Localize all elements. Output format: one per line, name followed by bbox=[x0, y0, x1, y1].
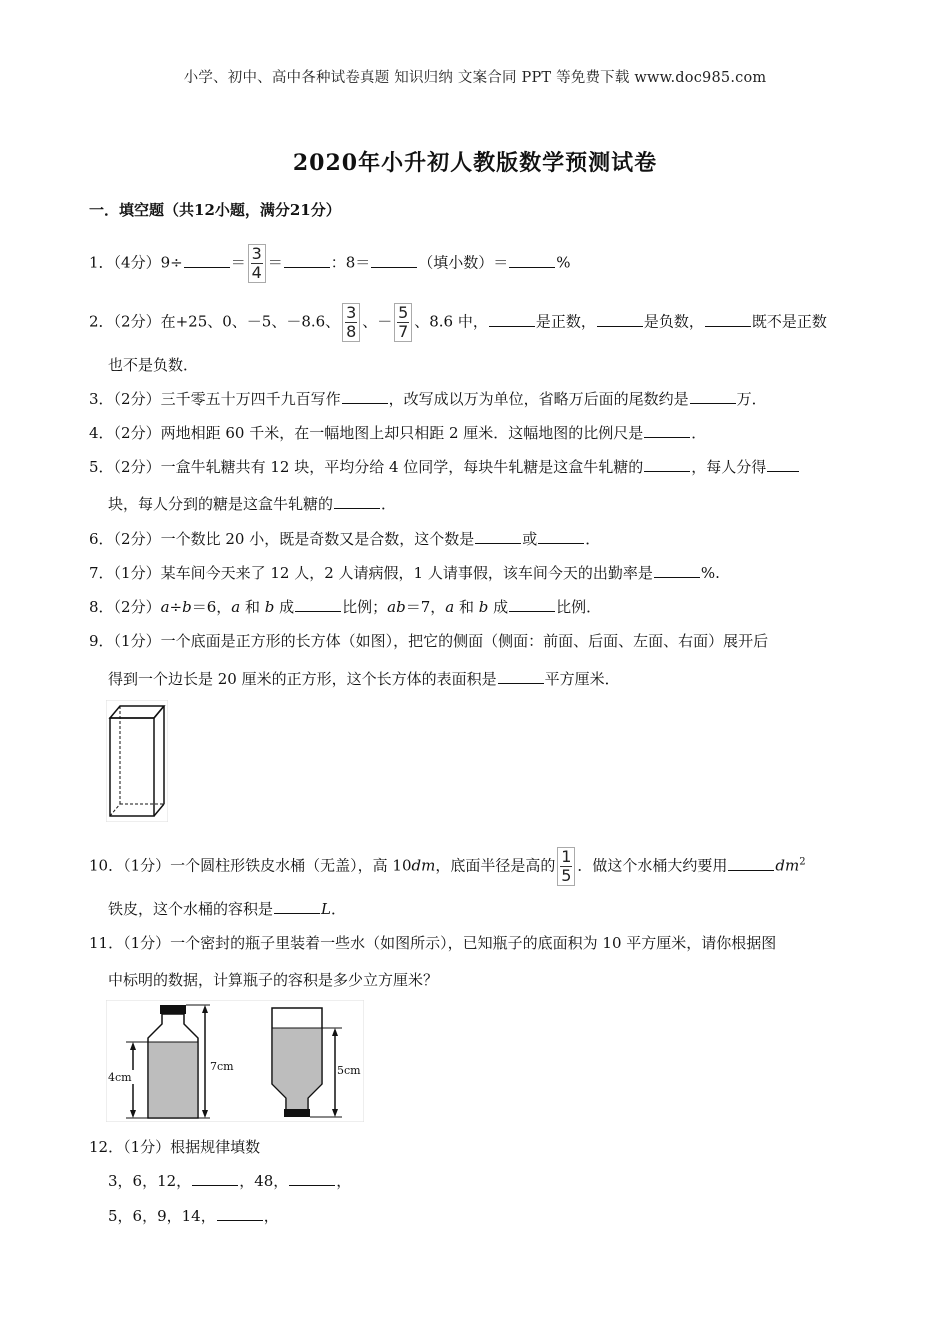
q1-text: 1．（4分）9÷ bbox=[89, 253, 183, 272]
q12-text: ，48， bbox=[239, 1172, 289, 1190]
variable: a bbox=[231, 598, 241, 616]
bottle-cap-icon bbox=[284, 1109, 310, 1117]
page-header: 小学、初中、高中各种试卷真题 知识归纳 文案合同 PPT 等免费下载 www.doc985.com bbox=[183, 70, 767, 86]
q10-text: 10．（1分）一个圆柱形铁皮水桶（无盖），高 10 bbox=[89, 856, 412, 875]
q2-text: 、－ bbox=[362, 312, 393, 331]
answer-blank[interactable] bbox=[644, 423, 690, 438]
q1-text: （填小数）＝ bbox=[418, 253, 509, 272]
q1-text: ＝ bbox=[267, 253, 283, 272]
variable: a bbox=[445, 598, 455, 616]
q7-text: 7．（1分）某车间今天来了 12 人，2 人请病假，1 人请事假，该车间今天的出勤率是 bbox=[89, 564, 653, 582]
question-5-cont bbox=[108, 493, 396, 515]
q8-text: 和 bbox=[454, 598, 479, 616]
q1-text: % bbox=[556, 253, 571, 272]
q10-text: ．做这个水桶大约要用 bbox=[577, 856, 728, 875]
fraction bbox=[342, 303, 360, 342]
unit: dm bbox=[411, 856, 436, 875]
q12-text: 3，6，12， bbox=[108, 1172, 192, 1190]
question-8 bbox=[89, 596, 601, 618]
answer-blank[interactable] bbox=[295, 597, 341, 612]
superscript: 2 bbox=[799, 856, 806, 868]
q8-text: ＝7， bbox=[405, 598, 446, 616]
answer-blank[interactable] bbox=[342, 389, 388, 404]
q3-text: 3．（2分）三千零五十万四千九百写作 bbox=[89, 390, 341, 408]
q6-text: 或 bbox=[522, 530, 538, 548]
variable: a÷b bbox=[160, 598, 192, 616]
question-12: 12．（1分）根据规律填数 bbox=[89, 1138, 261, 1156]
denominator: 7 bbox=[398, 322, 409, 341]
answer-blank[interactable] bbox=[644, 457, 690, 472]
answer-blank[interactable] bbox=[498, 669, 544, 684]
answer-blank[interactable] bbox=[371, 253, 417, 268]
numerator: 1 bbox=[561, 847, 572, 866]
q2-text: 是正数， bbox=[535, 312, 596, 331]
question-3 bbox=[89, 388, 767, 410]
q3-text: 万． bbox=[736, 390, 767, 408]
answer-blank[interactable] bbox=[489, 312, 535, 327]
q10-text: 铁皮，这个水桶的容积是 bbox=[108, 900, 274, 918]
q4-text: 4．（2分）两地相距 60 千米，在一幅地图上却只相距 2 厘米．这幅地图的比例尺是 bbox=[89, 424, 644, 442]
q1-text: ＝ bbox=[230, 253, 246, 272]
q8-text: ＝6， bbox=[191, 598, 232, 616]
numerator: 3 bbox=[251, 244, 262, 263]
answer-blank[interactable] bbox=[538, 529, 584, 544]
denominator: 5 bbox=[561, 866, 572, 885]
fraction bbox=[557, 847, 575, 886]
question-12-row-2 bbox=[108, 1205, 279, 1227]
q5-text: ． bbox=[381, 495, 397, 513]
question-9-cont bbox=[108, 668, 620, 690]
q4-text: ． bbox=[691, 424, 707, 442]
answer-blank[interactable] bbox=[654, 563, 700, 578]
section-heading: 一．填空题（共12小题，满分21分） bbox=[89, 201, 341, 219]
bottle-figure bbox=[106, 1000, 364, 1122]
q5-text: ，每人分得 bbox=[691, 458, 767, 476]
question-11-cont: 中标明的数据，计算瓶子的容积是多少立方厘米？ bbox=[108, 971, 439, 989]
q2-text: 既不是正数 bbox=[751, 312, 827, 331]
question-10-cont bbox=[108, 898, 346, 920]
question-2-cont: 也不是负数． bbox=[108, 356, 199, 374]
question-5 bbox=[89, 456, 800, 478]
answer-blank[interactable] bbox=[184, 253, 230, 268]
answer-blank[interactable] bbox=[289, 1171, 335, 1186]
fraction bbox=[394, 303, 412, 342]
q8-text: 和 bbox=[240, 598, 265, 616]
q2-text: 、8.6 中， bbox=[414, 312, 488, 331]
variable: b bbox=[264, 598, 275, 616]
height-label-4cm: 4cm bbox=[108, 1071, 132, 1084]
denominator: 8 bbox=[346, 322, 357, 341]
q8-text: 比例． bbox=[556, 598, 602, 616]
q8-text: 成 bbox=[488, 598, 509, 616]
q2-text: 2．（2分）在+25、0、－5、－8.6、 bbox=[89, 312, 341, 331]
question-12-row-1 bbox=[108, 1170, 351, 1192]
q3-text: ，改写成以万为单位，省略万后面的尾数约是 bbox=[388, 390, 689, 408]
q7-text: %. bbox=[700, 564, 720, 582]
q12-text: ， bbox=[336, 1172, 352, 1190]
cuboid-figure bbox=[106, 700, 168, 822]
q8-text: 成 bbox=[274, 598, 295, 616]
question-6 bbox=[89, 528, 600, 550]
unit: dm bbox=[775, 856, 800, 875]
question-2 bbox=[89, 303, 827, 342]
fraction bbox=[248, 244, 266, 283]
q12-text: ， bbox=[263, 1207, 279, 1225]
q1-text: ：8＝ bbox=[330, 253, 371, 272]
answer-blank[interactable] bbox=[597, 312, 643, 327]
page-title: 2020年小升初人教版数学预测试卷 bbox=[292, 150, 658, 176]
numerator: 5 bbox=[398, 303, 409, 322]
variable: b bbox=[478, 598, 489, 616]
q8-text: 比例； bbox=[342, 598, 388, 616]
q6-text: ． bbox=[585, 530, 601, 548]
answer-blank[interactable] bbox=[475, 529, 521, 544]
denominator: 4 bbox=[251, 263, 262, 282]
q8-text: 8．（2分） bbox=[89, 598, 161, 616]
height-label-5cm: 5cm bbox=[337, 1064, 361, 1077]
question-1 bbox=[89, 244, 571, 283]
answer-blank[interactable] bbox=[690, 389, 736, 404]
answer-blank[interactable] bbox=[509, 253, 555, 268]
q5-text: 5．（2分）一盒牛轧糖共有 12 块，平均分给 4 位同学，每块牛轧糖是这盒牛轧糖的 bbox=[89, 458, 644, 476]
q12-text: 5，6，9，14， bbox=[108, 1207, 216, 1225]
question-11: 11．（1分）一个密封的瓶子里装着一些水（如图所示），已知瓶子的底面积为 10 平方厘米，请你根据图 bbox=[89, 934, 777, 952]
numerator: 3 bbox=[346, 303, 357, 322]
answer-blank[interactable] bbox=[274, 899, 320, 914]
height-label-7cm: 7cm bbox=[210, 1060, 234, 1073]
unit: L bbox=[321, 900, 331, 918]
q6-text: 6．（2分）一个数比 20 小，既是奇数又是合数，这个数是 bbox=[89, 530, 475, 548]
answer-blank[interactable] bbox=[192, 1171, 238, 1186]
variable: ab bbox=[387, 598, 406, 616]
question-7 bbox=[89, 562, 720, 584]
q10-text: ，底面半径是高的 bbox=[435, 856, 556, 875]
q9-text: 得到一个边长是 20 厘米的正方形，这个长方体的表面积是 bbox=[108, 670, 497, 688]
question-10 bbox=[89, 847, 806, 886]
question-9: 9．（1分）一个底面是正方形的长方体（如图），把它的侧面（侧面：前面、后面、左面、右面）展开后 bbox=[89, 632, 769, 650]
answer-blank[interactable] bbox=[728, 856, 774, 871]
answer-blank[interactable] bbox=[217, 1206, 263, 1221]
answer-blank[interactable] bbox=[334, 494, 380, 509]
q9-text: 平方厘米． bbox=[544, 670, 620, 688]
answer-blank[interactable] bbox=[767, 457, 799, 472]
q5-text: 块，每人分到的糖是这盒牛轧糖的 bbox=[108, 495, 334, 513]
answer-blank[interactable] bbox=[509, 597, 555, 612]
answer-blank[interactable] bbox=[284, 253, 330, 268]
answer-blank[interactable] bbox=[705, 312, 751, 327]
q10-text: ． bbox=[330, 900, 346, 918]
bottle-cap-icon bbox=[160, 1005, 186, 1014]
q2-text: 是负数， bbox=[643, 312, 704, 331]
question-4 bbox=[89, 422, 706, 444]
